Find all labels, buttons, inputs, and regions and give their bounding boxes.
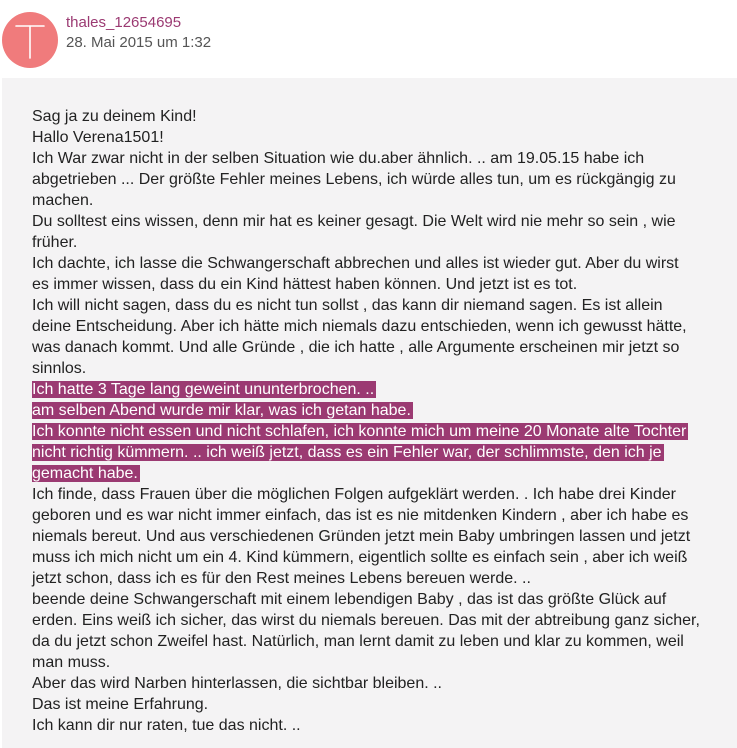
post-text-line [32,505,731,526]
post-text-content: gemacht habe. [32,465,138,482]
post-text-line [32,589,731,610]
post-text-line [32,358,731,379]
post-text-content: sinnlos. [32,360,87,377]
post-text-line [32,169,731,190]
highlighted-text-line [32,442,731,463]
post-header [0,0,737,78]
post-text-content: da du jetzt schon Zweifel hast. Natürlich, man lernt damit zu leben und klar zu kommen, weil [32,633,684,650]
post-text-content: Sag ja zu deinem Kind! [32,108,197,125]
post-text-line [32,295,731,316]
post-text-line [32,190,731,211]
post-text-content: Ich kann dir nur raten, tue das nicht. .. [32,717,301,734]
post-text-content: Das ist meine Erfahrung. [32,696,209,713]
post-text-content: machen. [32,192,94,209]
post-text-content: Hallo Verena1501! [32,129,164,146]
post-text-content: man muss. [32,654,111,671]
post-text-line [32,148,731,169]
post-text-line [32,274,731,295]
post-text-line [32,715,731,736]
post-text-content: Ich finde, dass Frauen über die möglichen Folgen aufgeklärt werden. . Ich habe drei Kinder [32,486,676,503]
post-text-line [32,106,731,127]
avatar[interactable] [2,12,58,68]
post-text-line [32,547,731,568]
post-text-content: Ich konnte nicht essen und nicht schlafen, ich konnte mich um meine 20 Monate alte Tochter [32,423,687,440]
post-timestamp: 28. Mai 2015 um 1:32 [66,34,212,51]
post-text-content: abgetrieben ... Der größte Fehler meines Lebens, ich würde alles tun, um es rückgängig zu [32,171,676,188]
post-text-content: es immer wissen, dass du ein Kind hättest haben können. Und jetzt ist es tot. [32,276,578,293]
post-text-line [32,652,731,673]
post-text-content: muss ich mich nicht um ein 4. Kind kümmern, eigentlich sollte es einfach sein , aber ich weiß [32,549,688,566]
post-text-content: deine Entscheidung. Aber ich hätte mich niemals dazu entschieden, wenn ich gewusst hätte, [32,318,687,335]
highlighted-text-line [32,400,731,421]
post-text-content: früher. [32,234,78,251]
post-text-content: niemals bereut. Und aus verschiedenen Gründen jetzt mein Baby umbringen lassen und jetzt [32,528,691,545]
post-text-line [32,526,731,547]
post-text-content: Ich War zwar nicht in der selben Situation wie du.aber ähnlich. .. am 19.05.15 habe ich [32,150,645,167]
post-text-content: erden. Eins weiß ich sicher, das wirst du niemals bereuen. Das mit der abtreibung ganz sicher, [32,612,700,629]
post-text-line [32,484,731,505]
post-text-content: nicht richtig kümmern. .. ich weiß jetzt, dass es ein Fehler war, der schlimmste, den ich je [32,444,662,461]
post-text-content: Du solltest eins wissen, denn mir hat es keiner gesagt. Die Welt wird nie mehr so sein , wie [32,213,676,230]
post-text-content: am selben Abend wurde mir klar, was ich getan habe. [32,402,411,419]
post-text-content: Ich will nicht sagen, dass du es nicht tun sollst , das kann dir niemand sagen. Es ist allein [32,297,663,314]
post-text-content: Ich dachte, ich lasse die Schwangerschaft abbrechen und alles ist wieder gut. Aber du wirst [32,255,679,272]
post-text-line [32,316,731,337]
post-body [2,78,737,748]
post-text-line [32,610,731,631]
post-text [32,106,731,736]
post-text-line [32,568,731,589]
post-text-content: Ich hatte 3 Tage lang geweint ununterbrochen. .. [32,381,375,398]
post-text-content: geboren und es war nicht immer einfach, das ist es nie mitdenken Kindern , aber ich habe es [32,507,689,524]
post-text-line [32,211,731,232]
post-text-line [32,232,731,253]
post-text-line [32,253,731,274]
username-link[interactable]: thales_12654695 [66,14,182,31]
post-text-line [32,694,731,715]
avatar-letter-icon [2,12,58,68]
post-text-line [32,337,731,358]
highlighted-text-line [32,463,731,484]
post-text-content: was danach kommt. Und alle Gründe , die ich hatte , alle Argumente erscheinen mir jetzt so [32,339,680,356]
post-text-content: beende deine Schwangerschaft mit einem lebendigen Baby , das ist das größte Glück auf [32,591,667,608]
post-text-line [32,673,731,694]
post-text-line [32,127,731,148]
post-text-content: jetzt schon, dass ich es für den Rest meines Lebens bereuen werde. .. [32,570,531,587]
post-text-line [32,631,731,652]
post-text-content: Aber das wird Narben hinterlassen, die sichtbar bleiben. .. [32,675,442,692]
highlighted-text-line [32,379,731,400]
highlighted-text-line [32,421,731,442]
